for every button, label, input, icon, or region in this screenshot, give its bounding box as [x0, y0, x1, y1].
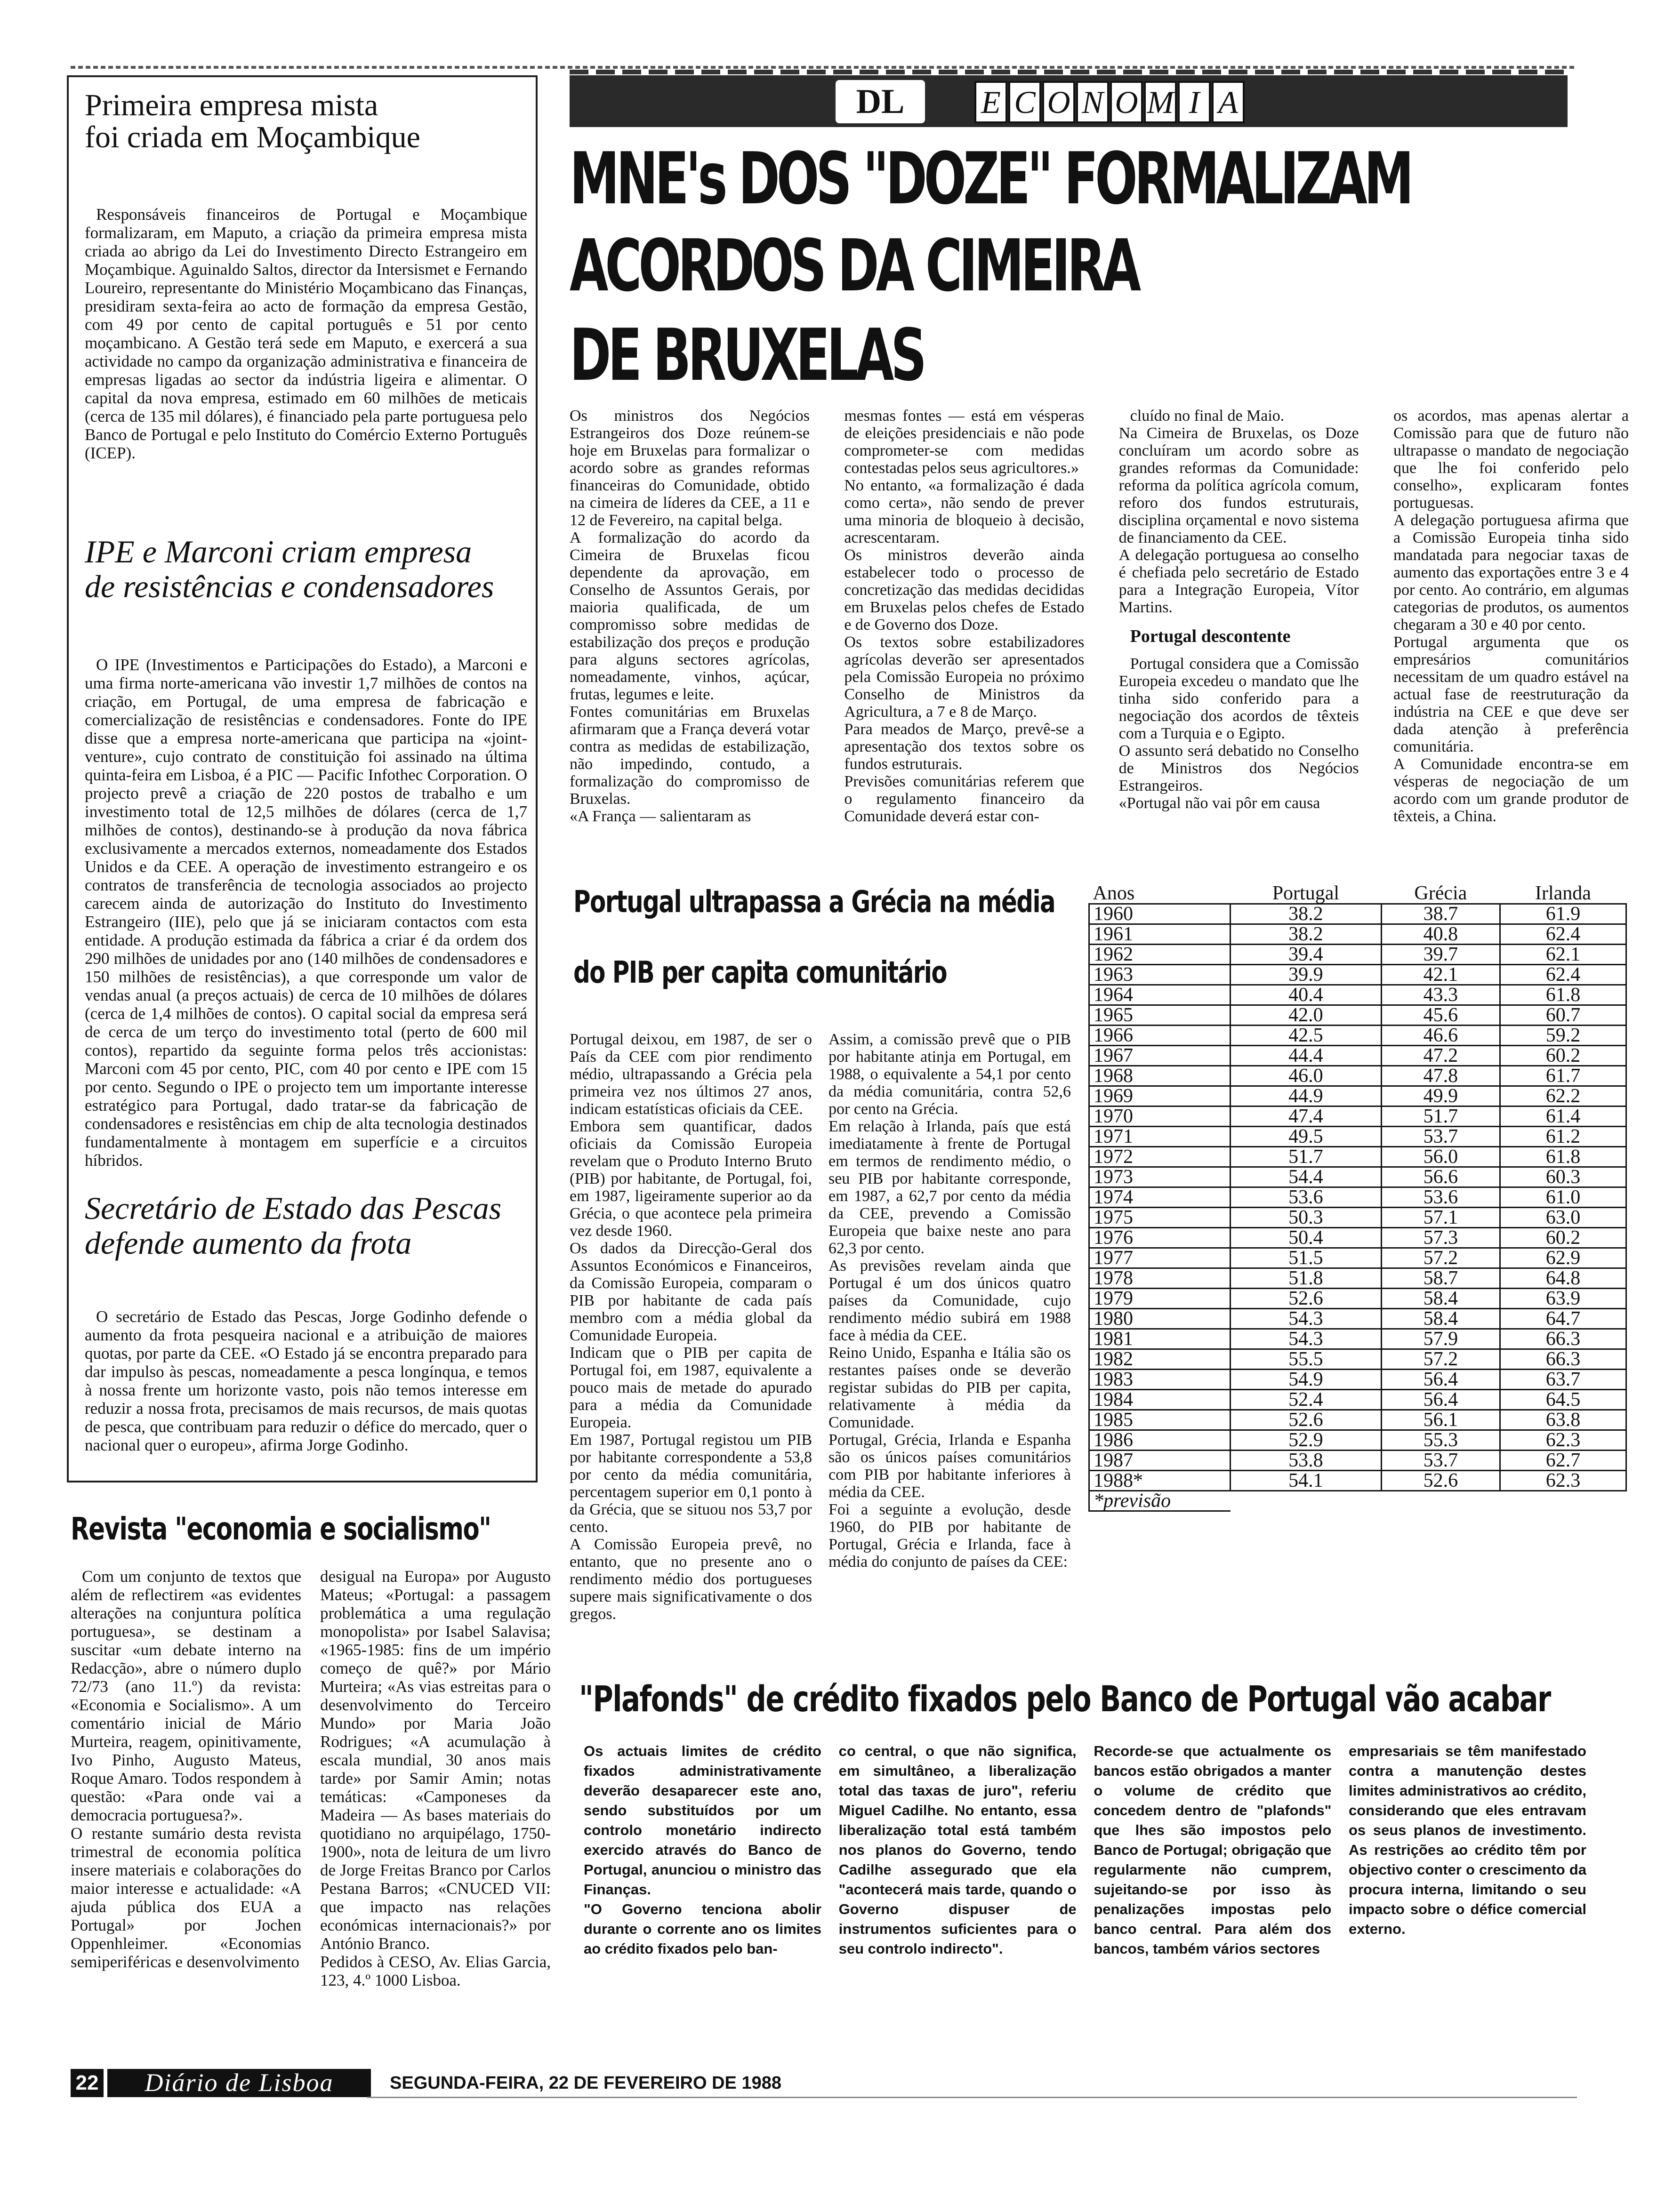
article-pescas	[85, 1191, 527, 1454]
cell-year: 1962	[1089, 944, 1231, 964]
cell-irlanda: 64.7	[1500, 1308, 1626, 1329]
cell-year: 1977	[1089, 1248, 1231, 1268]
article-ipe-marconi	[85, 534, 527, 1170]
cell-irlanda: 62.9	[1500, 1248, 1626, 1268]
cell-irlanda: 61.2	[1500, 1126, 1626, 1146]
cell-portugal: 47.4	[1231, 1106, 1382, 1126]
article-title-revista: Revista "economia e socialismo"	[71, 1511, 491, 1547]
revista-col1: Com um conjunto de textos que além de reflectirem «as evidentes alterações na conjuntura política portuguesa», se destinam a suscitar «um debate interno na Redacção», abre o número duplo 72/73 (ano 11.º) da revista: «Economia e Socialismo». A um comentário inicial de Mário Murteira, reagem, opinitivamente, Ivo Pinho, Augusto Mateus, Roque Amaro. Todos respondem à questão: «Para onde vai a democracia portuguesa?». O restante sumário desta revista trimestral de economia política insere materiais e colaborações do maior interesse e actualidade: «A ajuda pública dos EUA a Portugal» por Jochen Oppenhleimer. «Economias semiperiféricas e desenvolvimento	[71, 1567, 301, 1971]
cell-irlanda: 60.7	[1500, 1005, 1626, 1025]
pib-table-row	[1089, 964, 1626, 985]
pib-table-row	[1089, 924, 1626, 944]
footer-rule	[367, 2097, 1577, 2098]
header-irlanda: Irlanda	[1500, 884, 1626, 904]
section-letter: E	[974, 81, 1007, 123]
plafonds-columns	[584, 1741, 1586, 1959]
cell-irlanda: 63.9	[1500, 1288, 1626, 1308]
cell-year: 1968	[1089, 1066, 1231, 1086]
dl-logo: DL	[836, 80, 925, 123]
article-title: IPE e Marconi criam empresa	[85, 534, 472, 569]
cell-grecia: 53.7	[1381, 1126, 1500, 1146]
pib-table-row	[1089, 1187, 1626, 1207]
cell-year: 1969	[1089, 1086, 1231, 1106]
page-number: 22	[71, 2069, 104, 2097]
cell-year: 1963	[1089, 964, 1231, 985]
main-headline-line1: MNE's DOS "DOZE" FORMALIZAM	[570, 137, 1411, 220]
cell-irlanda: 60.2	[1500, 1045, 1626, 1066]
cell-grecia: 57.2	[1381, 1349, 1500, 1369]
pib-table-note-row	[1089, 1491, 1626, 1511]
article-revista-columns	[71, 1567, 551, 1989]
dateline: SEGUNDA-FEIRA, 22 DE FEVEREIRO DE 1988	[390, 2073, 781, 2093]
cell-irlanda: 64.8	[1500, 1268, 1626, 1288]
main-col3-subhead: Portugal descontente	[1130, 626, 1291, 646]
pib-table-row	[1089, 1025, 1626, 1045]
cell-portugal: 44.4	[1231, 1045, 1382, 1066]
cell-irlanda: 62.4	[1500, 964, 1626, 985]
pib-title-line2: do PIB per capita comunitário	[573, 955, 947, 990]
cell-portugal: 44.9	[1231, 1086, 1382, 1106]
pib-table-row	[1089, 1329, 1626, 1349]
pib-col1: Portugal deixou, em 1987, de ser o País da CEE com pior rendimento médio, ultrapassando a Grécia pela primeira vez nos últimos 27 anos, indicam estatísticas oficiais da CEE. Embora sem quantificar, dados oficiais da Comissão Europeia revelam que o Produto Interno Bruto (PIB) por habitante, de Portugal, foi, em 1987, ligeiramente superior ao da Grécia, o que acontece pela primeira vez desde 1960. Os dados da Direcção-Geral dos Assuntos Económicos e Financeiros, da Comissão Europeia, comparam o PIB por habitante de cada país membro com a média global da Comunidade Europeia. Indicam que o PIB per capita de Portugal foi, em 1987, equivalente a pouco mais de metade do apurado para a média da Comunidade Europeia. Em 1987, Portugal registou um PIB por habitante correspondente a 53,8 por cento da média comunitária, percentagem superior em 0,1 ponto à da Grécia, que se situou nos 53,7 por cento. A Comissão Europeia prevê, no entanto, que no presente ano o rendimento médio dos portugueses supere mais significativamente o dos gregos.	[570, 1031, 812, 1623]
article-title-line2: de resistências e condensadores	[85, 569, 494, 604]
pib-title-line1: Portugal ultrapassa a Grécia na média	[573, 885, 1055, 920]
cell-year: 1983	[1089, 1369, 1231, 1389]
pib-table-row	[1089, 1430, 1626, 1450]
cell-grecia: 39.7	[1381, 944, 1500, 964]
section-letter: M	[1144, 81, 1177, 123]
cell-irlanda: 62.7	[1500, 1450, 1626, 1470]
header-anos: Anos	[1089, 884, 1231, 904]
cell-year: 1972	[1089, 1146, 1231, 1167]
cell-grecia: 40.8	[1381, 924, 1500, 944]
cell-portugal: 46.0	[1231, 1066, 1382, 1086]
main-col3	[1119, 407, 1359, 850]
cell-year: 1985	[1089, 1410, 1231, 1430]
article-body: O secretário de Estado das Pescas, Jorge Godinho defende o aumento da frota pesqueira nacional e a atribuição de maiores quotas, por parte da CEE. «O Estado já se encontra preparado para dar impulso às pescas, nomeadamente a pesca longínqua, e temos à nossa frente um horizonte vasto, pois não temos interesse em reduzir a nossa frota, precisamos de mais recursos, de mais quotas de pesca, que contribuam para reduzir o défice do mercado, quer o nacional quer o europeu», afirma Jorge Godinho.	[85, 1307, 527, 1454]
section-stripe	[570, 70, 1568, 74]
pib-table-note: *previsão	[1089, 1491, 1231, 1511]
cell-irlanda: 62.2	[1500, 1086, 1626, 1106]
cell-grecia: 42.1	[1381, 964, 1500, 985]
pib-table-note-blank	[1231, 1491, 1626, 1511]
cell-portugal: 52.9	[1231, 1430, 1382, 1450]
pib-table-row	[1089, 1349, 1626, 1369]
revista-col2: desigual na Europa» por Augusto Mateus; «Portugal: a passagem problemática a uma regulação monopolista» por Isabel Salavisa; «1965-1985: fins de um império começo de quê?» por Mário Murteira; «As vias estreitas para o desenvolvimento do Terceiro Mundo» por Maria João Rodrigues; «A acumulação à escala mundial, 30 anos mais tarde» por Samir Amin; notas temáticas: «Camponeses da Madeira — As bases materiais do quotidiano no arquipélago, 1750-1900», nota de leitura de um livro de Jorge Freitas Branco por Carlos Pestana Barros; «CNUCED VII: que impacto nas relações económicas internacionais?» por António Branco. Pedidos à CESO, Av. Elias Garcia, 123, 4.º 1000 Lisboa.	[320, 1567, 551, 1989]
pib-table-body	[1089, 904, 1626, 1491]
section-letter: O	[1110, 81, 1143, 123]
cell-year: 1975	[1089, 1207, 1231, 1227]
pib-table-row	[1089, 1248, 1626, 1268]
cell-portugal: 38.2	[1231, 904, 1382, 924]
main-col2: mesmas fontes — está em vésperas de eleições presidenciais e não pode comprometer-se com medidas contestadas pelos seus agricultores.» No entanto, «a formalização é dada como certa», não sendo de prever uma minoria de bloqueio à decisão, acrescentaram. Os ministros deverão ainda estabelecer todo o processo de concretização das medidas decididas em Bruxelas pelos chefes de Estado e de Governo dos Doze. Os textos sobre estabilizadores agrícolas deverão ser apresentados pela Comissão Europeia no próximo Conselho de Ministros da Agricultura, a 7 e 8 de Março. Para meados de Março, prevê-se a apresentação dos textos sobre os fundos estruturais. Previsões comunitárias referem que o regulamento financeiro da Comunidade deverá estar con-	[844, 407, 1085, 825]
cell-portugal: 38.2	[1231, 924, 1382, 944]
cell-grecia: 45.6	[1381, 1005, 1500, 1025]
article-body: O IPE (Investimentos e Participações do Estado), a Marconi e uma firma norte-americana vão investir 1,7 milhões de contos na criação, em Portugal, de uma empresa de fabricação e comercialização de resistências e condensadores. Fonte do IPE disse que a empresa norte-americana que participa na «joint-venture», cujo contrato de constituição foi assinado na última quinta-feira em Lisboa, é a PIC — Pacific Infothec Corporation. O projecto prevê a criação de 220 postos de trabalho e um investimento total de 12,5 milhões de dólares (cerca de 1,7 milhões de contos), destinando-se à produção da nova fábrica exclusivamente a mercados externos, nomeadamente dos Estados Unidos e da CEE. A operação de investimento estrangeiro e os contratos de transferência de tecnologia associados ao projecto carecem ainda de autorização do Instituto do Investimento Estrangeiro (IIE), pelo que já se iniciaram contactos com esta entidade. A produção estimada da fábrica a criar é da ordem dos 290 milhões de unidades por ano (140 milhões de condensadores e 150 milhões de resistências), a que corresponde um valor de vendas anual (a preços actuais) de cerca de 10 milhões de dólares (cerca de 1,4 milhões de contos). O capital social da empresa será de cerca de um terço do investimento total (perto de 600 mil contos), repartido da seguinte forma pelos três accionistas: Marconi com 45 por cento, PIC, com 40 por cento e IPE com 15 por cento. Segundo o IPE o projecto tem um importante interesse estratégico para Portugal, dado tratar-se da fabricação de condensadores e resistências em chip de alta tecnologia destinados fundamentalmente à montagem em superfície e a circuitos híbridos.	[85, 656, 527, 1170]
cell-year: 1965	[1089, 1005, 1231, 1025]
cell-year: 1986	[1089, 1430, 1231, 1450]
cell-irlanda: 66.3	[1500, 1349, 1626, 1369]
cell-year: 1967	[1089, 1045, 1231, 1066]
cell-grecia: 55.3	[1381, 1430, 1500, 1450]
article-title: Primeira empresa mista	[85, 88, 378, 122]
cell-year: 1982	[1089, 1349, 1231, 1369]
article-title: Secretário de Estado das Pescas	[85, 1190, 502, 1226]
main-headline-line2: ACORDOS DA CIMEIRA	[570, 224, 1138, 307]
article-body: Responsáveis financeiros de Portugal e Moçambique formalizaram, em Maputo, a criação da primeira empresa mista criada ao abrigo da Lei do Investimento Directo Estrangeiro em Moçambique. Aguinaldo Saltos, director da Intersismet e Fernando Loureiro, representante do Ministério Moçambicano das Finanças, presidiram sexta-feira ao acto de formação da empresa Gestão, com 49 por cento de capital português e 51 por cento moçambicano. A Gestão terá sede em Maputo, e exercerá a sua actividade no campo da organização administrativa e financeira de empresas ligadas ao sector da indústria ligeira e alimentar. O capital da nova empresa, estimado em 60 milhões de meticais (cerca de 135 mil dólares), é financiado pela parte portuguesa pelo Banco de Portugal e pelo Instituto do Comércio Externo Português (ICEP).	[85, 205, 527, 462]
cell-grecia: 57.2	[1381, 1248, 1500, 1268]
plafonds-title: "Plafonds" de crédito fixados pelo Banco de Portugal vão acabar	[579, 1678, 1551, 1720]
plafonds-col1: Os actuais limites de crédito fixados administrativamente deverão desaparecer este ano, sendo substituídos por um controlo monetário indirecto exercido através do Banco de Portugal, anunciou o ministro das Finanças. "O Governo tenciona abolir durante o corrente ano os limites ao crédito fixados pelo ban-	[584, 1743, 821, 1957]
cell-portugal: 49.5	[1231, 1126, 1382, 1146]
pib-table-row	[1089, 904, 1626, 924]
cell-portugal: 52.6	[1231, 1288, 1382, 1308]
cell-irlanda: 59.2	[1500, 1025, 1626, 1045]
cell-grecia: 57.1	[1381, 1207, 1500, 1227]
cell-portugal: 52.6	[1231, 1410, 1382, 1430]
cell-portugal: 53.8	[1231, 1450, 1382, 1470]
cell-year: 1966	[1089, 1025, 1231, 1045]
pib-table-row	[1089, 1126, 1626, 1146]
pib-table-row	[1089, 1268, 1626, 1288]
cell-irlanda: 61.8	[1500, 985, 1626, 1005]
cell-grecia: 38.7	[1381, 904, 1500, 924]
cell-irlanda: 61.8	[1500, 1146, 1626, 1167]
article-title-line2: foi criada em Moçambique	[85, 120, 420, 154]
cell-irlanda: 62.3	[1500, 1470, 1626, 1491]
cell-grecia: 53.6	[1381, 1187, 1500, 1207]
pib-table-row	[1089, 1470, 1626, 1491]
cell-portugal: 54.9	[1231, 1369, 1382, 1389]
cell-portugal: 50.3	[1231, 1207, 1382, 1227]
cell-portugal: 39.4	[1231, 944, 1382, 964]
cell-year: 1976	[1089, 1227, 1231, 1248]
pib-table-row	[1089, 1106, 1626, 1126]
cell-grecia: 57.3	[1381, 1227, 1500, 1248]
main-headline-line3: DE BRUXELAS	[570, 313, 924, 397]
pib-article-columns	[570, 1031, 1071, 1623]
cell-year: 1979	[1089, 1288, 1231, 1308]
article-empresa-mista	[85, 89, 527, 462]
cell-irlanda: 63.7	[1500, 1369, 1626, 1389]
section-letter: O	[1042, 81, 1075, 123]
cell-year: 1964	[1089, 985, 1231, 1005]
cell-portugal: 42.0	[1231, 1005, 1382, 1025]
cell-grecia: 57.9	[1381, 1329, 1500, 1349]
cell-portugal: 51.8	[1231, 1268, 1382, 1288]
article-title-line2: defende aumento da frota	[85, 1225, 412, 1261]
cell-grecia: 43.3	[1381, 985, 1500, 1005]
cell-portugal: 52.4	[1231, 1389, 1382, 1410]
header-portugal: Portugal	[1231, 884, 1382, 904]
pib-table-row	[1089, 1066, 1626, 1086]
top-rule	[71, 66, 1577, 69]
cell-irlanda: 62.1	[1500, 944, 1626, 964]
cell-irlanda: 61.7	[1500, 1066, 1626, 1086]
cell-irlanda: 61.9	[1500, 904, 1626, 924]
cell-portugal: 51.5	[1231, 1248, 1382, 1268]
cell-irlanda: 62.4	[1500, 924, 1626, 944]
cell-portugal: 54.4	[1231, 1167, 1382, 1187]
cell-year: 1970	[1089, 1106, 1231, 1126]
cell-year: 1960	[1089, 904, 1231, 924]
pib-table-row	[1089, 1288, 1626, 1308]
section-letter: I	[1178, 81, 1211, 123]
cell-portugal: 39.9	[1231, 964, 1382, 985]
cell-grecia: 58.7	[1381, 1268, 1500, 1288]
pib-table	[1088, 884, 1627, 1512]
main-col4: os acordos, mas apenas alertar a Comissão para que de futuro não ultrapasse o mandato de negociação que lhe foi conferido pelo conselho», explicaram fontes portuguesas. A delegação portuguesa afirma que a Comissão Europeia tinha sido mandatada para negociar taxas de aumento das exportações entre 3 e 4 por cento. Ao contrário, em algumas categorias de produtos, os aumentos chegaram a 30 e 40 por cento. Portugal argumenta que os empresários comunitários necessitam de um quadro estável na actual fase de reestruturação da indústria na CEE e que deve ser dada atenção à preferência comunitária. A Comunidade encontra-se em vésperas de negociação de um acordo com um grande produtor de têxteis, a China.	[1393, 407, 1629, 825]
cell-grecia: 49.9	[1381, 1086, 1500, 1106]
header-grecia: Grécia	[1381, 884, 1500, 904]
cell-grecia: 56.4	[1381, 1389, 1500, 1410]
cell-year: 1981	[1089, 1329, 1231, 1349]
main-article-columns	[570, 407, 1629, 850]
pib-table-row	[1089, 985, 1626, 1005]
pib-table-row	[1089, 1450, 1626, 1470]
cell-grecia: 56.4	[1381, 1369, 1500, 1389]
cell-grecia: 51.7	[1381, 1106, 1500, 1126]
cell-irlanda: 61.4	[1500, 1106, 1626, 1126]
pib-table-row	[1089, 1308, 1626, 1329]
cell-year: 1971	[1089, 1126, 1231, 1146]
pib-table-row	[1089, 1369, 1626, 1389]
cell-year: 1973	[1089, 1167, 1231, 1187]
cell-year: 1980	[1089, 1308, 1231, 1329]
cell-irlanda: 60.3	[1500, 1167, 1626, 1187]
cell-portugal: 55.5	[1231, 1349, 1382, 1369]
cell-grecia: 58.4	[1381, 1308, 1500, 1329]
cell-irlanda: 63.8	[1500, 1410, 1626, 1430]
plafonds-col4: empresariais se têm manifestado contra a manutenção destes limites administrativos ao crédito, considerando que eles entravam os seus planos de investimento. As restrições ao crédito têm por objectivo conter o crescimento da procura interna, limitando o seu impacto sobre o défice comercial externo.	[1348, 1743, 1586, 1937]
cell-portugal: 54.1	[1231, 1470, 1382, 1491]
section-label-economia	[974, 81, 1246, 123]
cell-portugal: 40.4	[1231, 985, 1382, 1005]
cell-grecia: 47.2	[1381, 1045, 1500, 1066]
pib-table-row	[1089, 1146, 1626, 1167]
pib-col2: Assim, a comissão prevê que o PIB por habitante atinja em Portugal, em 1988, o equivalente a 54,1 por cento da média comunitária, contra 52,6 por cento na Grécia. Em relação à Irlanda, país que está imediatamente à frente de Portugal em termos de rendimento médio, o seu PIB por habitante corresponde, em 1987, a 62,7 por cento da média da CEE, prevendo a Comissão Europeia que baixe neste ano para 62,3 por cento. As previsões revelam ainda que Portugal é um dos únicos quatro países da Comunidade, cujo rendimento médio subirá em 1988 face à média da CEE. Reino Unido, Espanha e Itália são os restantes países onde se deverão registar subidas do PIB per capita, relativamente à média da Comunidade. Portugal, Grécia, Irlanda e Espanha são os únicos países comunitários com PIB por habitante inferiores à média da CEE. Foi a seguinte a evolução, desde 1960, do PIB por habitante de Portugal, Grécia e Irlanda, face à média do conjunto de países da CEE:	[828, 1031, 1071, 1571]
section-letter: C	[1008, 81, 1041, 123]
pib-table-row	[1089, 1207, 1626, 1227]
cell-irlanda: 61.0	[1500, 1187, 1626, 1207]
cell-irlanda: 64.5	[1500, 1389, 1626, 1410]
newspaper-name: Diário de Lisboa	[107, 2069, 371, 2097]
cell-grecia: 47.8	[1381, 1066, 1500, 1086]
cell-grecia: 56.0	[1381, 1146, 1500, 1167]
cell-portugal: 54.3	[1231, 1308, 1382, 1329]
cell-irlanda: 62.3	[1500, 1430, 1626, 1450]
section-letter: N	[1076, 81, 1109, 123]
cell-year: 1988*	[1089, 1470, 1231, 1491]
pib-table-row	[1089, 1086, 1626, 1106]
cell-grecia: 56.1	[1381, 1410, 1500, 1430]
cell-irlanda: 66.3	[1500, 1329, 1626, 1349]
cell-year: 1961	[1089, 924, 1231, 944]
cell-year: 1974	[1089, 1187, 1231, 1207]
main-col3-text: cluído no final de Maio. Na Cimeira de Bruxelas, os Doze concluíram um acordo sobre as grandes reformas da Comunidade: reforma da política agrícola comum, reforo dos fundos estruturais, disciplina orçamental e novo sistema de financiamento da CEE. A delegação portuguesa ao conselho é chefiada pelo secretário de Estado para a Integração Europeia, Vítor Martins.	[1118, 407, 1359, 616]
section-letter: A	[1212, 81, 1245, 123]
cell-irlanda: 63.0	[1500, 1207, 1626, 1227]
cell-grecia: 52.6	[1381, 1470, 1500, 1491]
main-col1: Os ministros dos Negócios Estrangeiros dos Doze reúnem-se hoje em Bruxelas para formalizar o acordo sobre as grandes reformas financeiras do Comunidade, obtido na cimeira de líderes da CEE, a 11 e 12 de Fevereiro, na capital belga. A formalização do acordo da Cimeira de Bruxelas ficou dependente da aprovação, em Conselho de Assuntos Gerais, por maioria qualificada, de um compromisso sobre medidas de estabilização dos preços e produção para alguns sectores agrícolas, nomeadamente, vinhos, açúcar, frutas, legumes e leite. Fontes comunitárias em Bruxelas afirmaram que a França deverá votar contra as medidas de estabilização, não impedindo, contudo, a formalização do compromisso de Bruxelas. «A França — salientaram as	[570, 407, 810, 825]
cell-grecia: 46.6	[1381, 1025, 1500, 1045]
cell-grecia: 58.4	[1381, 1288, 1500, 1308]
page-footer	[71, 2068, 781, 2098]
cell-year: 1987	[1089, 1450, 1231, 1470]
cell-irlanda: 60.2	[1500, 1227, 1626, 1248]
plafonds-col3: Recorde-se que actualmente os bancos estão obrigados a manter o volume de crédito que concedem dentro de "plafonds" que lhes são impostos pelo Banco de Portugal; obrigação que regularmente não cumprem, sujeitando-se por isso às penalizações impostas pelo banco central. Para além dos bancos, também vários sectores	[1094, 1743, 1332, 1957]
pib-table-row	[1089, 1045, 1626, 1066]
cell-year: 1978	[1089, 1268, 1231, 1288]
cell-portugal: 50.4	[1231, 1227, 1382, 1248]
cell-portugal: 42.5	[1231, 1025, 1382, 1045]
pib-table-row	[1089, 1167, 1626, 1187]
plafonds-col2: co central, o que não significa, em simultâneo, a liberalização total das taxas de juro", referiu Miguel Cadilhe. No entanto, essa liberalização total está também nos planos do Governo, tendo Cadilhe assegurado que ela "acontecerá mais tarde, quando o Governo dispuser de instrumentos suficientes para o seu controlo indirecto".	[838, 1743, 1077, 1957]
cell-portugal: 54.3	[1231, 1329, 1382, 1349]
cell-grecia: 53.7	[1381, 1450, 1500, 1470]
cell-portugal: 51.7	[1231, 1146, 1382, 1167]
pib-table-row	[1089, 1389, 1626, 1410]
cell-grecia: 56.6	[1381, 1167, 1500, 1187]
cell-year: 1984	[1089, 1389, 1231, 1410]
pib-table-row	[1089, 1005, 1626, 1025]
pib-table-row	[1089, 1410, 1626, 1430]
pib-table-header	[1089, 884, 1626, 904]
main-col3-text-b: Portugal considera que a Comissão Europeia excedeu o mandato que lhe tinha sido conferido para a negociação dos acordos de têxteis com a Turquia e o Egipto. O assunto será debatido no Conselho de Ministros dos Negócios Estrangeiros. «Portugal não vai pôr em causa	[1118, 655, 1359, 812]
pib-table-row	[1089, 1227, 1626, 1248]
cell-portugal: 53.6	[1231, 1187, 1382, 1207]
pib-table-row	[1089, 944, 1626, 964]
